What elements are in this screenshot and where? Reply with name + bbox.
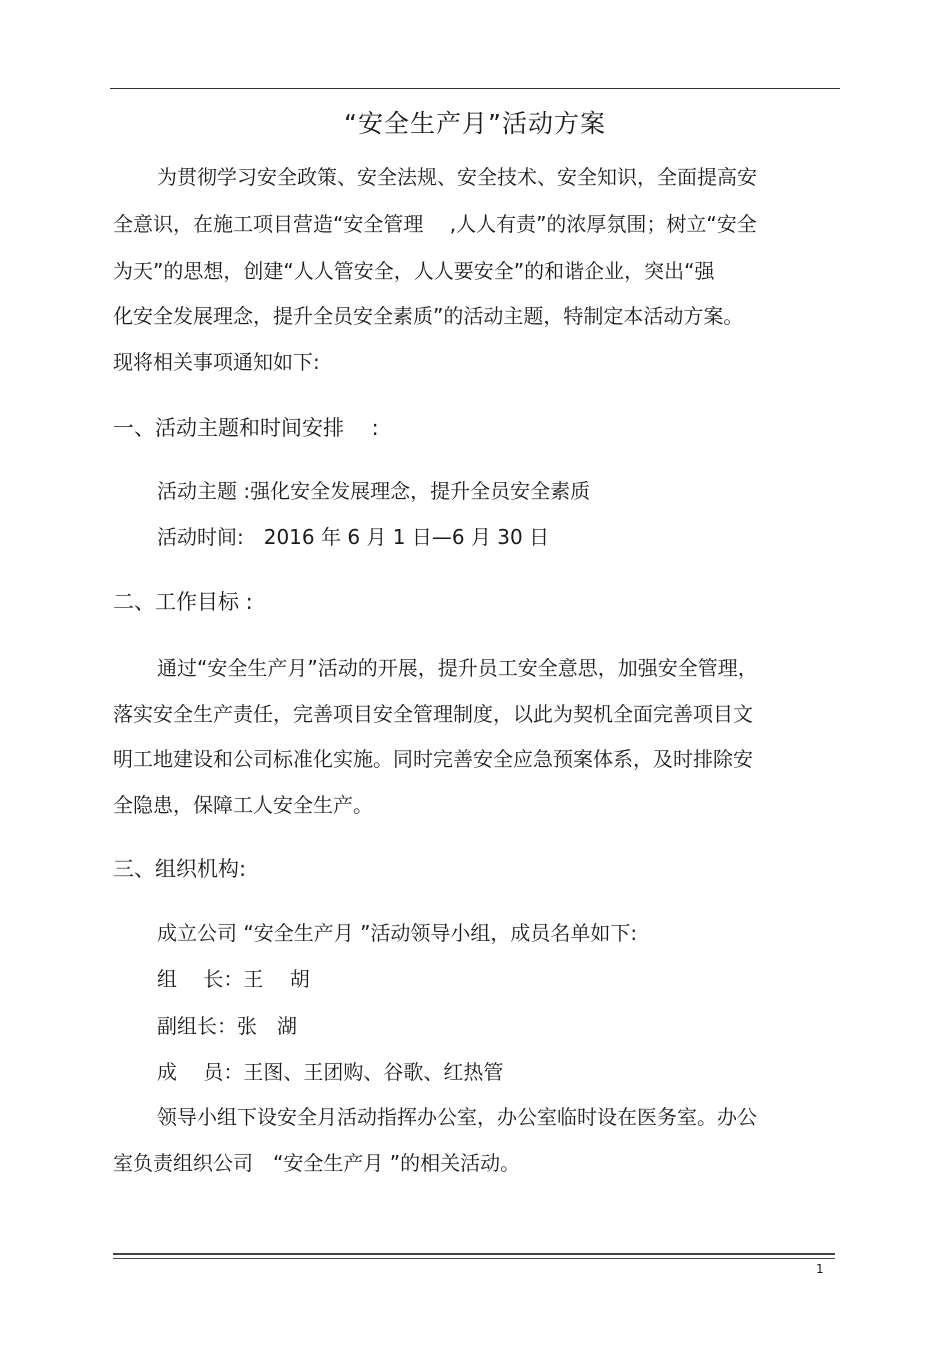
goal-line-1: 通过“安全生产月”活动的开展，提升员工安全意思，加强安全管理， [157, 656, 758, 680]
intro-line-1: 为贯彻学习安全政策、安全法规、安全技术、安全知识，全面提高安 [157, 165, 757, 189]
office-line-1: 领导小组下设安全月活动指挥办公室，办公室临时设在医务室。办公 [157, 1105, 757, 1129]
office-line-2: 室负责组织公司 “安全生产月 ”的相关活动。 [113, 1151, 521, 1175]
activity-theme: 活动主题 :强化安全发展理念，提升全员安全素质 [157, 479, 591, 503]
goal-line-2: 落实安全生产责任，完善项目安全管理制度，以此为契机全面完善项目文 [113, 702, 753, 726]
intro-line-5: 现将相关事项通知如下: [113, 350, 320, 374]
intro-line-4: 化安全发展理念，提升全员安全素质”的活动主题，特制定本活动方案。 [113, 304, 744, 328]
footer-rule [113, 1253, 835, 1255]
org-leader: 组 长：王 胡 [157, 967, 310, 991]
document-title: “安全生产月”活动方案 [344, 109, 606, 138]
goal-line-4: 全隐患，保障工人安全生产。 [113, 793, 373, 817]
section3-heading: 三、组织机构: [113, 857, 247, 881]
page-number: 1 [816, 1262, 824, 1276]
goal-line-3: 明工地建设和公司标准化实施。同时完善安全应急预案体系，及时排除安 [113, 747, 753, 771]
org-deputy: 副组长：张 湖 [157, 1014, 297, 1038]
section1-heading: 一、活动主题和时间安排 : [113, 416, 379, 440]
org-members: 成 员：王图、王团购、谷歌、红热管 [157, 1060, 504, 1084]
activity-time: 活动时间: 2016 年 6 月 1 日—6 月 30 日 [157, 525, 550, 549]
footer-rule-thin [113, 1258, 835, 1259]
intro-line-3: 为天”的思想，创建“人人管安全，人人要安全”的和谐企业，突出“强 [113, 259, 715, 283]
header-rule [110, 88, 840, 89]
section2-heading: 二、工作目标 : [113, 590, 253, 614]
intro-line-2: 全意识，在施工项目营造“安全管理 ,人人有责”的浓厚氛围；树立“安全 [113, 212, 757, 236]
org-intro: 成立公司 “安全生产月 ”活动领导小组，成员名单如下: [157, 921, 638, 945]
